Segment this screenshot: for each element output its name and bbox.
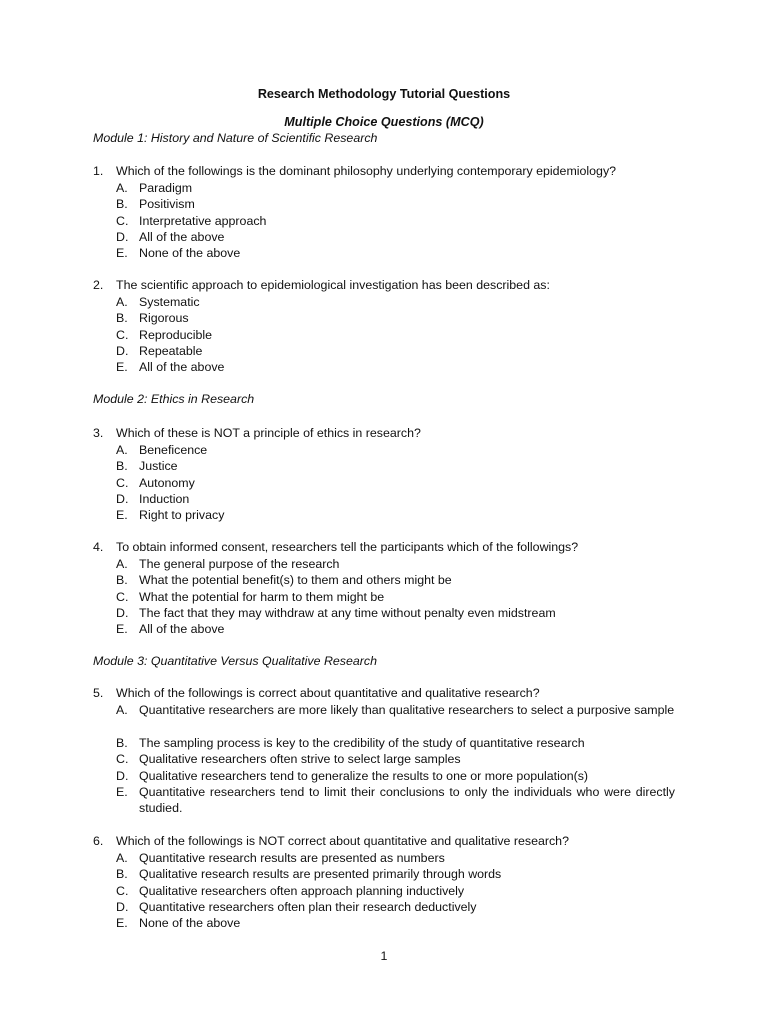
option-3b <box>116 458 675 474</box>
question-text: To obtain informed consent, researchers tell the participants which of the followings? <box>116 540 579 554</box>
option-1a <box>116 180 675 196</box>
option-4e <box>116 621 675 637</box>
option-text: Systematic <box>139 295 200 309</box>
option-letter: B. <box>116 197 128 212</box>
option-text: Positivism <box>139 197 195 212</box>
option-letter: E. <box>116 785 128 799</box>
option-text: Right to privacy <box>139 508 225 523</box>
option-letter: B. <box>116 459 128 474</box>
option-5d <box>116 768 675 784</box>
option-letter: D. <box>116 491 129 506</box>
option-2a <box>116 294 675 310</box>
option-letter: C. <box>116 883 129 898</box>
module-heading-1: Module 1: History and Nature of Scientific Research <box>93 131 378 145</box>
option-1d <box>116 229 675 245</box>
option-letter: D. <box>116 343 129 358</box>
option-letter: E. <box>116 246 128 261</box>
option-letter: B. <box>116 867 128 882</box>
option-3c <box>116 475 675 491</box>
option-text: All of the above <box>139 229 225 244</box>
option-4c <box>116 589 675 605</box>
question-text: Which of the followings is correct about quantitative and qualitative research? <box>116 686 540 700</box>
option-text: Quantitative researchers tend to limit their conclusions to only the individuals who were directly studied. <box>139 785 675 816</box>
option-6c <box>116 883 675 899</box>
option-letter: D. <box>116 605 129 620</box>
option-letter: C. <box>116 327 129 342</box>
option-5e <box>116 784 675 817</box>
page-number: 1 <box>380 949 388 963</box>
option-letter: E. <box>116 508 128 523</box>
question-number: 1. <box>93 164 104 178</box>
option-text: Rigorous <box>139 311 189 326</box>
option-text: Qualitative research results are presented primarily through words <box>139 867 502 882</box>
option-letter: C. <box>116 475 129 490</box>
option-letter: A. <box>116 703 128 717</box>
option-4d <box>116 605 675 621</box>
question-number: 6. <box>93 834 104 848</box>
option-text: The general purpose of the research <box>139 557 340 571</box>
option-text: Justice <box>139 459 178 474</box>
option-2d <box>116 343 675 359</box>
option-text: None of the above <box>139 246 241 261</box>
option-4a <box>116 556 675 572</box>
option-2b <box>116 310 675 326</box>
option-6a <box>116 850 675 866</box>
option-text: Qualitative researchers often strive to select large samples <box>139 752 461 767</box>
option-letter: E. <box>116 622 128 637</box>
question-number: 5. <box>93 686 104 700</box>
option-text: Quantitative researchers are more likely than qualitative researchers to select a purposive sample <box>139 703 675 717</box>
option-text: Autonomy <box>139 475 195 490</box>
option-text: The sampling process is key to the credibility of the study of quantitative research <box>139 736 585 750</box>
option-1c <box>116 213 675 229</box>
option-letter: C. <box>116 213 129 228</box>
option-1e <box>116 245 675 261</box>
option-text: All of the above <box>139 360 225 375</box>
option-letter: B. <box>116 573 128 588</box>
question-number: 4. <box>93 540 104 554</box>
option-letter: A. <box>116 443 128 457</box>
option-text: None of the above <box>139 916 241 931</box>
option-6d <box>116 899 675 915</box>
option-text: Quantitative research results are presented as numbers <box>139 851 445 865</box>
option-text: Qualitative researchers tend to generalize the results to one or more population(s) <box>139 768 589 783</box>
option-text: All of the above <box>139 622 225 637</box>
option-letter: C. <box>116 589 129 604</box>
option-2e <box>116 359 675 375</box>
option-1b <box>116 196 675 212</box>
option-text: The fact that they may withdraw at any time without penalty even midstream <box>139 605 556 620</box>
option-text: Reproducible <box>139 327 213 342</box>
option-text: Quantitative researchers often plan their research deductively <box>139 899 477 914</box>
option-text: What the potential for harm to them might be <box>139 589 385 604</box>
option-text: Induction <box>139 491 190 506</box>
option-5c <box>116 751 675 767</box>
option-text: Repeatable <box>139 343 203 358</box>
option-text: Paradigm <box>139 181 193 195</box>
option-letter: A. <box>116 851 128 865</box>
option-text: Qualitative researchers often approach planning inductively <box>139 883 465 898</box>
question-text: The scientific approach to epidemiological investigation has been described as: <box>116 278 550 292</box>
option-4b <box>116 572 675 588</box>
option-letter: E. <box>116 916 128 931</box>
option-letter: D. <box>116 229 129 244</box>
option-text: What the potential benefit(s) to them and others might be <box>139 573 452 588</box>
option-letter: D. <box>116 899 129 914</box>
question-text: Which of the followings is the dominant philosophy underlying contemporary epidemiology? <box>116 164 617 178</box>
module-heading-2: Module 2: Ethics in Research <box>93 392 255 406</box>
option-5a <box>116 702 675 718</box>
option-text: Beneficence <box>139 443 208 457</box>
option-2c <box>116 327 675 343</box>
page-title: Research Methodology Tutorial Questions <box>257 87 511 101</box>
question-text: Which of these is NOT a principle of ethics in research? <box>116 426 421 440</box>
module-heading-3: Module 3: Quantitative Versus Qualitative Research <box>93 654 377 668</box>
question-text: Which of the followings is NOT correct about quantitative and qualitative research? <box>116 834 569 848</box>
option-3d <box>116 491 675 507</box>
question-number: 2. <box>93 278 104 292</box>
option-letter: E. <box>116 360 128 375</box>
option-6e <box>116 915 675 931</box>
page-subtitle: Multiple Choice Questions (MCQ) <box>284 115 484 129</box>
question-number: 3. <box>93 426 104 440</box>
option-3e <box>116 507 675 523</box>
option-3a <box>116 442 675 458</box>
option-letter: C. <box>116 752 129 767</box>
option-letter: A. <box>116 557 128 571</box>
option-letter: B. <box>116 311 128 326</box>
option-5b <box>116 735 675 751</box>
option-6b <box>116 866 675 882</box>
option-letter: B. <box>116 736 128 750</box>
option-letter: A. <box>116 295 128 309</box>
option-text: Interpretative approach <box>139 213 267 228</box>
option-letter: D. <box>116 768 129 783</box>
option-letter: A. <box>116 181 128 195</box>
